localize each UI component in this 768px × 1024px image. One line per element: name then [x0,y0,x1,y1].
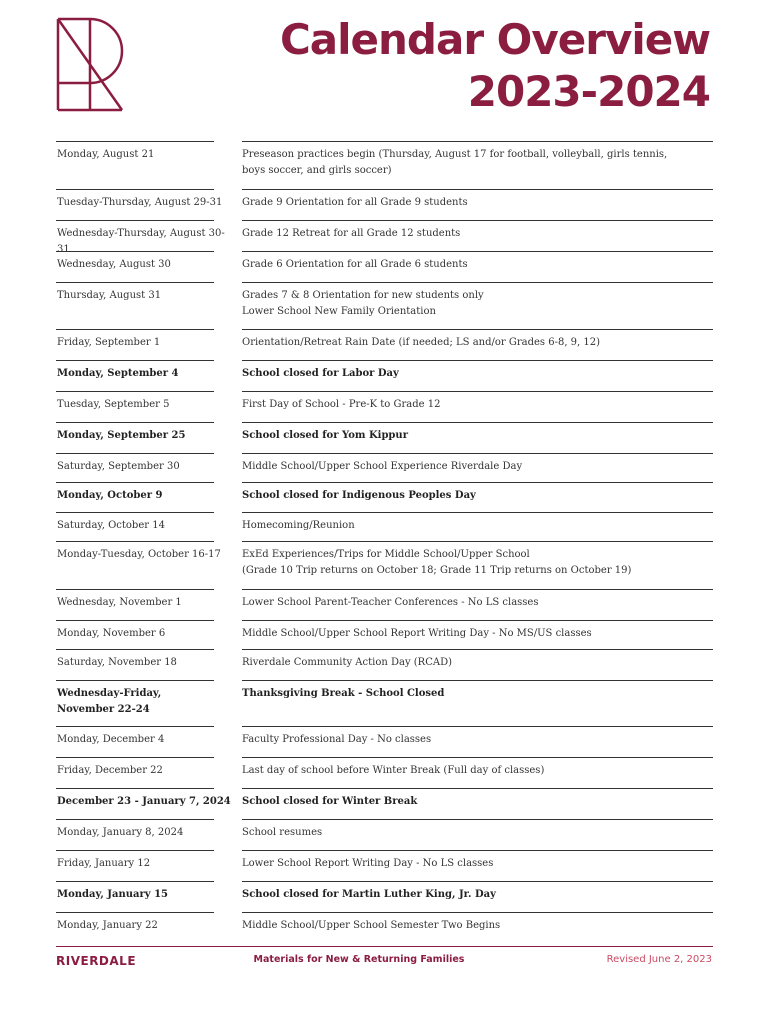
event-description [242,428,712,444]
event-rule [242,589,713,590]
event-description-line: Middle School/Upper School Report Writing Day - No MS/US classes [242,628,592,639]
event-date-line: Monday, January 22 [57,920,158,931]
event-description-line: Grade 9 Orientation for all Grade 9 students [242,197,468,208]
event-date-line: Saturday, October 14 [57,520,165,531]
event-date [57,335,232,351]
date-rule [56,649,214,650]
event-description-line: First Day of School - Pre-K to Grade 12 [242,399,441,410]
event-rule [242,649,713,650]
event-description-line: School closed for Yom Kippur [242,430,408,441]
event-description-line: Lower School New Family Orientation [242,306,436,317]
event-description [242,147,712,179]
event-description-line: School closed for Winter Break [242,796,418,807]
event-description-line: boys soccer, and girls soccer) [242,165,392,176]
event-date [57,257,232,273]
date-rule [56,189,214,190]
event-description-line: Orientation/Retreat Rain Date (if needed; LS and/or Grades 6-8, 9, 12) [242,337,601,348]
event-description [242,595,712,611]
event-description [242,459,712,475]
date-rule [56,482,214,483]
event-rule [242,541,713,542]
event-rule [242,819,713,820]
event-description [242,547,712,579]
date-rule [56,850,214,851]
event-description-line: Grade 12 Retreat for all Grade 12 students [242,228,461,239]
event-date-line: Tuesday, September 5 [57,399,170,410]
event-description [242,195,712,211]
event-description [242,488,712,504]
event-date [57,488,232,504]
event-rule [242,391,713,392]
event-date-line: Friday, September 1 [57,337,161,348]
date-rule [56,757,214,758]
date-rule [56,422,214,423]
event-date [57,366,232,382]
event-rule [242,251,713,252]
event-rule [242,881,713,882]
event-description-line: School resumes [242,827,323,838]
event-date [57,288,232,304]
date-rule [56,788,214,789]
event-description-line: Lower School Report Writing Day - No LS classes [242,858,494,869]
event-date-line: Saturday, November 18 [57,657,177,668]
event-rule [242,282,713,283]
event-date-line: Monday, January 8, 2024 [57,827,184,838]
event-date [57,147,232,163]
event-description [242,626,712,642]
footer-revised-date: Revised June 2, 2023 [606,954,712,965]
event-description [242,794,712,810]
event-description-line: Riverdale Community Action Day (RCAD) [242,657,453,668]
event-description-line: (Grade 10 Trip returns on October 18; Grade 11 Trip returns on October 19) [242,565,632,576]
event-date-line: Monday, October 9 [57,490,163,501]
event-date-line: Tuesday-Thursday, August 29-31 [57,197,223,208]
event-date [57,195,232,211]
event-rule [242,850,713,851]
event-description [242,655,712,671]
date-rule [56,453,214,454]
event-description-line: Preseason practices begin (Thursday, August 17 for football, volleyball, girls tennis, [242,149,668,160]
date-rule [56,589,214,590]
event-rule [242,726,713,727]
event-description-line: Thanksgiving Break - School Closed [242,688,445,699]
event-date-line: Monday-Tuesday, October 16-17 [57,549,221,560]
event-rule [242,329,713,330]
event-date-line: Monday, September 4 [57,368,179,379]
event-rule [242,788,713,789]
event-description-line: School closed for Indigenous Peoples Day [242,490,476,501]
date-rule [56,282,214,283]
event-date-line: Monday, January 15 [57,889,169,900]
event-description-line: Middle School/Upper School Semester Two Begins [242,920,501,931]
date-rule [56,620,214,621]
event-date [57,595,232,611]
event-description-line: Grades 7 & 8 Orientation for new students only [242,290,484,301]
footer-divider [56,946,713,947]
event-rule [242,680,713,681]
event-description-line: Homecoming/Reunion [242,520,355,531]
event-date [57,226,232,258]
date-rule [56,512,214,513]
event-description-line: Middle School/Upper School Experience Riverdale Day [242,461,523,472]
event-description [242,918,712,934]
date-rule [56,220,214,221]
event-description [242,518,712,534]
event-description-line: School closed for Labor Day [242,368,399,379]
event-date [57,397,232,413]
event-date-line: Monday, August 21 [57,149,155,160]
event-description [242,366,712,382]
event-description [242,825,712,841]
event-date [57,655,232,671]
event-date [57,459,232,475]
event-date [57,732,232,748]
event-date-line: Thursday, August 31 [57,290,162,301]
event-description [242,732,712,748]
event-rule [242,620,713,621]
event-date-line: November 22-24 [57,704,150,715]
event-date-line: Wednesday, August 30 [57,259,171,270]
date-rule [56,391,214,392]
date-rule [56,912,214,913]
event-rule [242,422,713,423]
event-date [57,856,232,872]
event-date [57,518,232,534]
event-description [242,257,712,273]
title-line-1: Calendar Overview [279,15,710,64]
event-description-line: ExEd Experiences/Trips for Middle School/Upper School [242,549,530,560]
event-description-line: Grade 6 Orientation for all Grade 6 students [242,259,468,270]
event-description-line: Lower School Parent-Teacher Conferences - No LS classes [242,597,539,608]
event-rule [242,220,713,221]
event-description [242,335,712,351]
event-description [242,856,712,872]
date-rule [56,680,214,681]
event-rule [242,512,713,513]
title-line-2: 2023-2024 [467,67,710,116]
footer-materials: Materials for New & Returning Families [253,954,465,965]
event-date-line: Friday, December 22 [57,765,163,776]
event-rule [242,453,713,454]
event-description [242,226,712,242]
date-rule [56,541,214,542]
event-date-line: Monday, September 25 [57,430,186,441]
event-date-line: Monday, November 6 [57,628,166,639]
riverdale-logo-icon [56,17,126,112]
footer-brand: RIVERDALE [56,954,137,968]
page-title [280,14,710,118]
event-rule [242,360,713,361]
date-rule [56,726,214,727]
event-date-line: Wednesday-Thursday, August 30-31 [57,228,225,255]
event-date-line: Friday, January 12 [57,858,151,869]
date-rule [56,881,214,882]
event-date [57,825,232,841]
event-rule [242,912,713,913]
event-date [57,547,232,563]
event-date [57,626,232,642]
event-date [57,686,232,718]
event-rule [242,482,713,483]
event-description-line: School closed for Martin Luther King, Jr. Day [242,889,496,900]
event-date [57,794,232,810]
date-rule [56,329,214,330]
event-description [242,397,712,413]
event-rule [242,141,713,142]
event-date [57,763,232,779]
event-date [57,887,232,903]
date-rule [56,819,214,820]
event-description-line: Faculty Professional Day - No classes [242,734,432,745]
event-description [242,686,712,702]
event-rule [242,189,713,190]
event-date-line: Saturday, September 30 [57,461,180,472]
event-date-line: Wednesday-Friday, [57,688,162,699]
event-date-line: Wednesday, November 1 [57,597,182,608]
date-rule [56,141,214,142]
event-date [57,918,232,934]
event-date-line: Monday, December 4 [57,734,165,745]
event-date-line: December 23 - January 7, 2024 [57,796,231,807]
event-description [242,288,712,320]
event-description [242,887,712,903]
event-rule [242,757,713,758]
date-rule [56,251,214,252]
event-description [242,763,712,779]
event-description-line: Last day of school before Winter Break (Full day of classes) [242,765,545,776]
date-rule [56,360,214,361]
event-date [57,428,232,444]
